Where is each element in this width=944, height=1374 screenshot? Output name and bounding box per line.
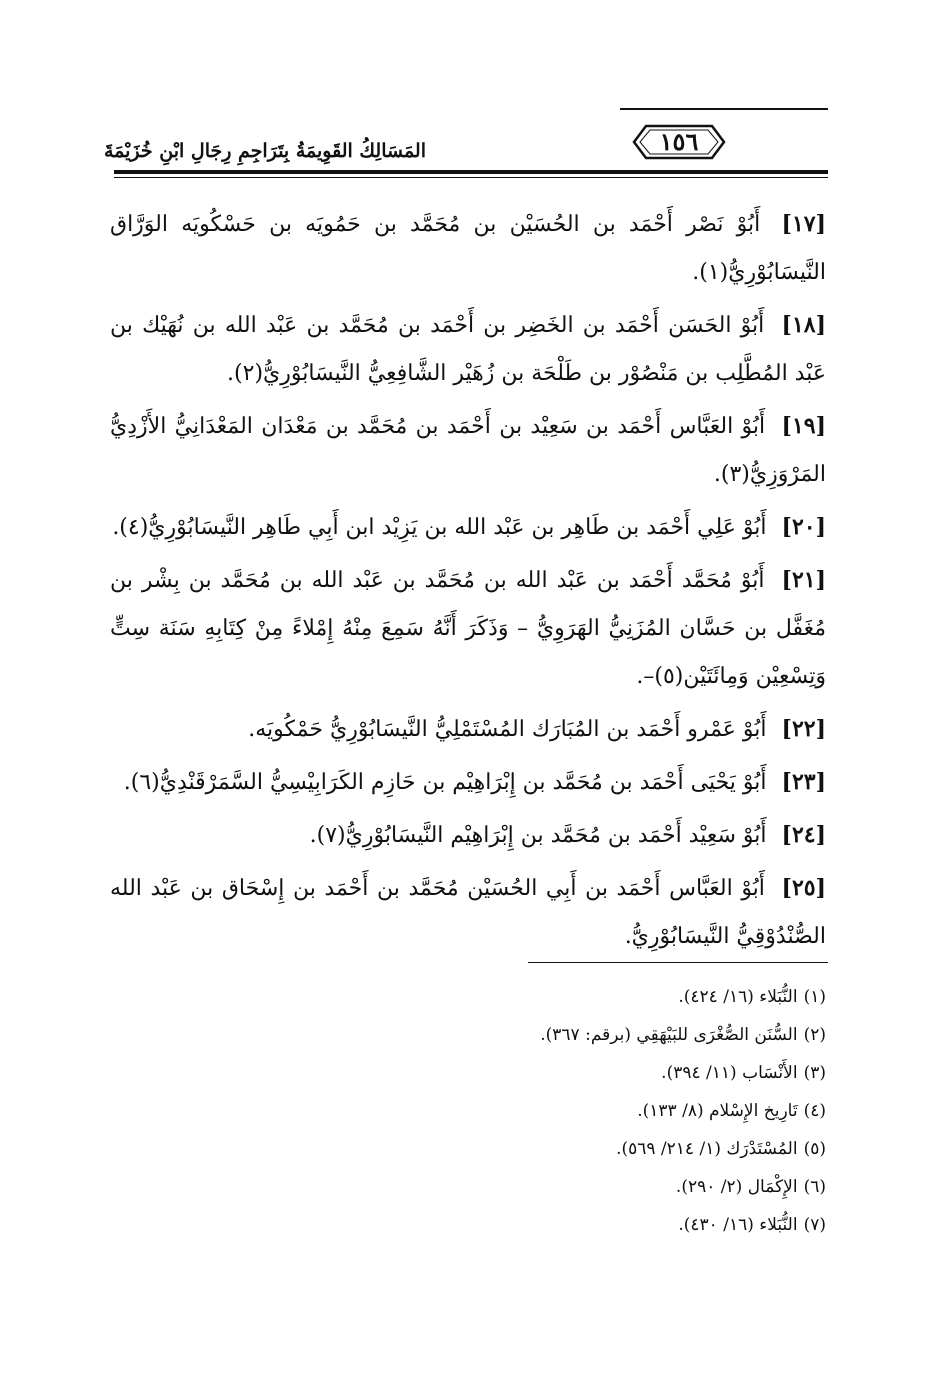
footnote-text: تَارِيخ الإِسْلام (٨/ ١٣٣). — [637, 1101, 798, 1121]
entry-number: [٢٢] — [781, 716, 826, 742]
entry-text: أَبُوْ مُحَمَّد أَحْمَد بن عَبْد الله بن مُحَمَّد بن عَبْد الله بن مُحَمَّد بن بِشْر بن مُغَفَّل بن حَسَّان المُزَنِيُّ الهَرَوِيُّ – وَذَكَرَ أَنَّهُ سَمِعَ مِنْهُ إِمْلاءً مِنْ كِتَابِهِ سَنَة سِتٍّ وَتِسْعِيْن وَمِائَتَيْن(٥)–. — [110, 568, 826, 689]
footnote-text: الأَنْسَاب (١١/ ٣٩٤). — [661, 1063, 798, 1083]
header-rule-thin — [114, 177, 828, 178]
footnote-7 — [226, 1206, 826, 1244]
entry-number: [١٩] — [781, 413, 826, 439]
entry-number: [١٨] — [781, 312, 826, 338]
entry-number: [٢٥] — [781, 875, 826, 901]
entry-number: [٢١] — [781, 567, 826, 593]
page-number: ١٥٦ — [659, 127, 699, 156]
footnote-text: النُّبَلاء (١٦/ ٤٣٠). — [678, 1215, 798, 1235]
entry-number: [٢٣] — [781, 769, 826, 795]
footnote-separator — [528, 962, 828, 963]
entry-text: أَبُوْ عَمْرو أَحْمَد بن المُبَارَك المُسْتَمْلِيُّ النَّيسَابُوْرِيُّ حَمْكُويَه. — [248, 717, 767, 742]
footnote-number: (٥) — [803, 1139, 826, 1159]
header-top-line — [620, 108, 828, 110]
entry-number: [٢٤] — [781, 822, 826, 848]
footnote-text: السُّنَن الصُّغْرَى للبَيْهَقِي (برقم: ٣٦٧). — [540, 1025, 798, 1045]
footnote-4 — [226, 1092, 826, 1130]
entry-number: [١٧] — [781, 211, 826, 237]
footnote-number: (٤) — [803, 1101, 826, 1121]
footnote-2 — [226, 1016, 826, 1054]
entry-23 — [110, 758, 826, 807]
entry-text: أَبُوْ عَلِي أَحْمَد بن طَاهِر بن عَبْد الله بن يَزِيْد ابن أَبِي طَاهِر النَّيسَابُوْرِيُّ(٤). — [112, 515, 767, 540]
entry-18 — [110, 301, 826, 398]
footnote-text: الإِكْمَال (٢/ ٢٩٠). — [675, 1177, 798, 1197]
footnote-number: (٢) — [803, 1025, 826, 1045]
footnote-text: النُّبَلاء (١٦/ ٤٢٤). — [678, 987, 798, 1007]
entry-text: أَبُوْ يَحْيَى أَحْمَد بن مُحَمَّد بن إِبْرَاهِيْم بن حَازِم الكَرَابِيْسِيُّ السَّمَرْقَنْدِيُّ(٦). — [123, 770, 767, 795]
entry-number: [٢٠] — [781, 514, 826, 540]
entry-21 — [110, 556, 826, 701]
footnote-number: (٧) — [803, 1215, 826, 1235]
entry-20 — [110, 503, 826, 552]
entry-text: أَبُوْ العَبَّاس أَحْمَد بن سَعِيْد بن أَحْمَد بن مُحَمَّد بن مَعْدَان المَعْدَانِيُّ الأَزْدِيُّ المَرْوَزِيُّ(٣). — [110, 414, 826, 487]
footnote-1 — [226, 978, 826, 1016]
footnote-number: (٣) — [803, 1063, 826, 1083]
entry-text: أَبُوْ الحَسَن أَحْمَد بن الخَضِر بن أَحْمَد بن مُحَمَّد بن عَبْد الله بن نُهَيْك بن عَبْد المُطَّلِب بن مَنْصُوْر بن طَلْحَة بن زُهَيْر الشَّافِعِيُّ النَّيسَابُوْرِيُّ(٢). — [110, 313, 826, 386]
footnote-number: (١) — [803, 987, 826, 1007]
entry-text: أَبُوْ العَبَّاس أَحْمَد بن أَبِي الحُسَيْن مُحَمَّد بن أَحْمَد بن إِسْحَاق بن عَبْد الله الصُّنْدُوْقِيُّ النَّيسَابُوْرِيُّ. — [110, 876, 826, 949]
entry-17 — [110, 200, 826, 297]
entry-text: أَبُوْ سَعِيْد أَحْمَد بن مُحَمَّد بن إِبْرَاهِيْم النَّيسَابُوْرِيُّ(٧). — [309, 823, 767, 848]
header-rule-thick — [114, 170, 828, 174]
footnote-text: المُسْتَدْرَك (١/ ٢١٤/ ٥٦٩). — [616, 1139, 798, 1159]
entry-25 — [110, 864, 826, 961]
footnote-5 — [226, 1130, 826, 1168]
footnote-6 — [226, 1168, 826, 1206]
entry-24 — [110, 811, 826, 860]
entry-list — [110, 200, 826, 965]
entry-19 — [110, 402, 826, 499]
footnote-list — [226, 978, 826, 1244]
footnote-number: (٦) — [803, 1177, 826, 1197]
running-header-title: المَسَالِكُ القَوِيمَةُ بِتَرَاجِمِ رِجَالِ ابْنِ خُزَيْمَةَ — [103, 140, 426, 162]
entry-text: أَبُوْ نَصْر أَحْمَد بن الحُسَيْن بن مُحَمَّد بن حَمُويَه بن حَسْكُويَه الوَرَّاق النَّيسَابُوْرِيُّ(١). — [110, 212, 826, 285]
entry-22 — [110, 705, 826, 754]
footnote-3 — [226, 1054, 826, 1092]
